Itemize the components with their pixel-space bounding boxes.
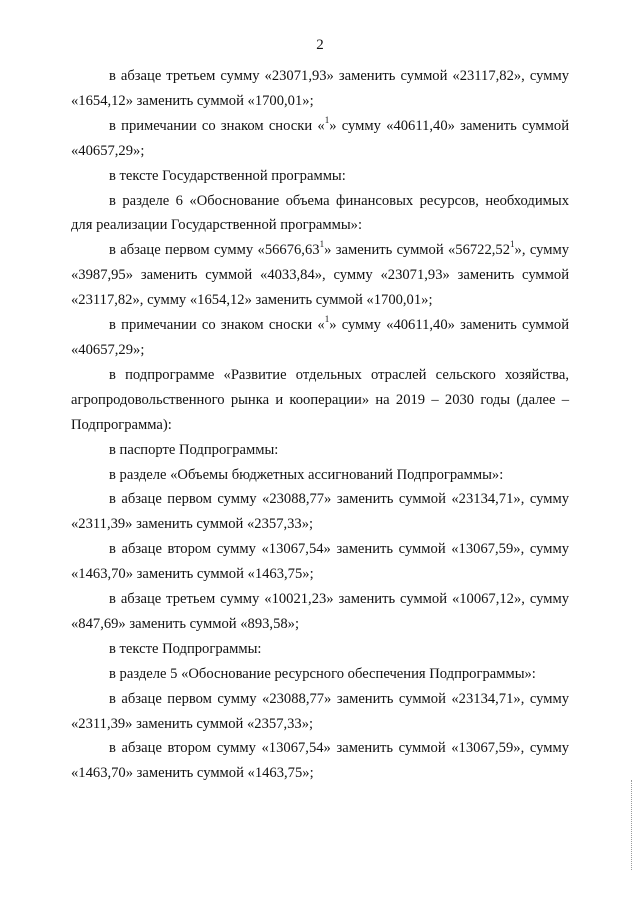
paragraph-p16 — [71, 736, 569, 786]
paragraph-text: в примечании со знаком сноски « — [109, 317, 325, 334]
paragraph-text: в паспорте Подпрограммы: — [109, 441, 279, 458]
paragraph-text: », сумму «3987,95» заменить суммой «4033,84», сумму «23071,93» заменить суммой «23117,82», сумму «1654,12» заменить суммой «1700,01»; — [71, 242, 569, 309]
paragraph-p4 — [71, 189, 569, 239]
paragraph-p10 — [71, 487, 569, 537]
paragraph-p3 — [71, 164, 569, 189]
paragraph-text: в абзаце первом сумму «56676,63 — [109, 242, 320, 259]
paragraph-text: в разделе 5 «Обоснование ресурсного обеспечения Подпрограммы»: — [109, 665, 536, 682]
paragraph-text: » сумму «40611,40» заменить суммой «40657,29»; — [71, 117, 569, 159]
footnote-mark: 1 — [510, 239, 515, 250]
paragraph-p14 — [71, 662, 569, 687]
paragraph-text: в разделе «Объемы бюджетных ассигнований Подпрограммы»: — [109, 466, 504, 483]
paragraph-text: в тексте Подпрограммы: — [109, 640, 262, 657]
paragraph-p7 — [71, 363, 569, 438]
paragraph-p6 — [71, 313, 569, 363]
paragraph-p13 — [71, 637, 569, 662]
document-body — [71, 64, 569, 786]
paragraph-p15 — [71, 687, 569, 737]
paragraph-p8 — [71, 438, 569, 463]
paragraph-text: в подпрограмме «Развитие отдельных отраслей сельского хозяйства, агропродовольственного рынка и кооперации» на 2019 – 2030 годы (далее – Подпрограмма): — [71, 366, 569, 433]
paragraph-p11 — [71, 537, 569, 587]
paragraph-text: в абзаце третьем сумму «10021,23» заменить суммой «10067,12», сумму «847,69» заменить суммой «893,58»; — [71, 591, 569, 632]
paragraph-text: в абзаце первом сумму «23088,77» заменить суммой «23134,71», сумму «2311,39» заменить суммой «2357,33»; — [71, 690, 569, 732]
paragraph-text: » сумму «40611,40» заменить суммой «40657,29»; — [71, 317, 569, 358]
paragraph-text: в разделе 6 «Обоснование объема финансовых ресурсов, необходимых для реализации Государственной программы»: — [71, 192, 569, 234]
paragraph-p9 — [71, 463, 569, 488]
paragraph-p2 — [71, 114, 569, 164]
paragraph-p12 — [71, 587, 569, 637]
paragraph-p1 — [71, 64, 569, 114]
paragraph-text: в тексте Государственной программы: — [109, 167, 346, 184]
paragraph-text: в абзаце втором сумму «13067,54» заменить суммой «13067,59», сумму «1463,70» заменить суммой «1463,75»; — [71, 541, 569, 583]
page-number: 2 — [316, 37, 324, 53]
paragraph-text: в абзаце третьем сумму «23071,93» заменить суммой «23117,82», сумму «1654,12» заменить суммой «1700,01»; — [71, 68, 569, 109]
footnote-mark: 1 — [319, 239, 325, 250]
paragraph-text: в примечании со знаком сноски « — [109, 117, 325, 134]
footnote-mark: 1 — [324, 114, 330, 125]
paragraph-text: в абзаце первом сумму «23088,77» заменить суммой «23134,71», сумму «2311,39» заменить суммой «2357,33»; — [71, 491, 569, 533]
footnote-mark: 1 — [324, 314, 330, 325]
paragraph-p5 — [71, 238, 569, 313]
paragraph-text: » заменить суммой «56722,52 — [324, 242, 511, 259]
scan-edge-mark — [631, 780, 634, 870]
paragraph-text: в абзаце втором сумму «13067,54» заменить суммой «13067,59», сумму «1463,70» заменить суммой «1463,75»; — [71, 740, 569, 782]
